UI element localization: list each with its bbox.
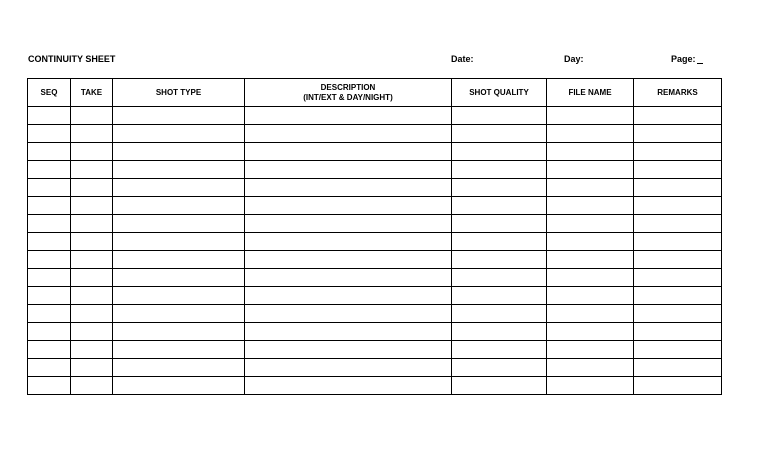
cell-take[interactable] bbox=[71, 251, 113, 269]
cell-file-name[interactable] bbox=[547, 323, 634, 341]
cell-description[interactable] bbox=[245, 269, 452, 287]
cell-take[interactable] bbox=[71, 287, 113, 305]
cell-description[interactable] bbox=[245, 179, 452, 197]
cell-description[interactable] bbox=[245, 161, 452, 179]
cell-shot-type[interactable] bbox=[113, 251, 245, 269]
date-label: Date: bbox=[451, 54, 474, 64]
cell-shot-type[interactable] bbox=[113, 107, 245, 125]
page-field bbox=[671, 54, 703, 64]
table-row bbox=[28, 251, 722, 269]
cell-shot-quality[interactable] bbox=[452, 179, 547, 197]
cell-description[interactable] bbox=[245, 233, 452, 251]
table-row bbox=[28, 377, 722, 395]
cell-description[interactable] bbox=[245, 341, 452, 359]
cell-shot-quality[interactable] bbox=[452, 377, 547, 395]
column-header-seq: SEQ bbox=[28, 79, 71, 107]
cell-description[interactable] bbox=[245, 197, 452, 215]
cell-remarks[interactable] bbox=[634, 233, 722, 251]
cell-take[interactable] bbox=[71, 215, 113, 233]
cell-seq[interactable] bbox=[28, 287, 71, 305]
cell-take[interactable] bbox=[71, 107, 113, 125]
table-row bbox=[28, 341, 722, 359]
cell-description[interactable] bbox=[245, 305, 452, 323]
cell-remarks[interactable] bbox=[634, 197, 722, 215]
table-row bbox=[28, 233, 722, 251]
cell-shot-quality[interactable] bbox=[452, 233, 547, 251]
cell-file-name[interactable] bbox=[547, 197, 634, 215]
cell-shot-type[interactable] bbox=[113, 215, 245, 233]
cell-description[interactable] bbox=[245, 359, 452, 377]
cell-remarks[interactable] bbox=[634, 143, 722, 161]
cell-description[interactable] bbox=[245, 323, 452, 341]
page-label: Page: bbox=[671, 54, 696, 64]
continuity-table bbox=[27, 78, 722, 395]
table-row bbox=[28, 215, 722, 233]
cell-file-name[interactable] bbox=[547, 143, 634, 161]
column-header-shot-type: SHOT TYPE bbox=[113, 79, 245, 107]
cell-file-name[interactable] bbox=[547, 377, 634, 395]
cell-file-name[interactable] bbox=[547, 179, 634, 197]
cell-seq[interactable] bbox=[28, 377, 71, 395]
table-row bbox=[28, 359, 722, 377]
header-row bbox=[28, 79, 722, 107]
description-label: DESCRIPTION bbox=[320, 82, 376, 92]
cell-shot-quality[interactable] bbox=[452, 269, 547, 287]
cell-seq[interactable] bbox=[28, 269, 71, 287]
cell-remarks[interactable] bbox=[634, 125, 722, 143]
table-row bbox=[28, 323, 722, 341]
cell-take[interactable] bbox=[71, 233, 113, 251]
cell-seq[interactable] bbox=[28, 215, 71, 233]
cell-remarks[interactable] bbox=[634, 305, 722, 323]
cell-seq[interactable] bbox=[28, 233, 71, 251]
table-row bbox=[28, 269, 722, 287]
cell-remarks[interactable] bbox=[634, 341, 722, 359]
cell-seq[interactable] bbox=[28, 107, 71, 125]
cell-shot-type[interactable] bbox=[113, 179, 245, 197]
cell-shot-type[interactable] bbox=[113, 161, 245, 179]
cell-file-name[interactable] bbox=[547, 269, 634, 287]
cell-shot-quality[interactable] bbox=[452, 143, 547, 161]
cell-shot-quality[interactable] bbox=[452, 359, 547, 377]
column-header-take: TAKE bbox=[71, 79, 113, 107]
cell-file-name[interactable] bbox=[547, 359, 634, 377]
cell-seq[interactable] bbox=[28, 143, 71, 161]
cell-remarks[interactable] bbox=[634, 287, 722, 305]
column-header-shot-quality: SHOT QUALITY bbox=[452, 79, 547, 107]
table-row bbox=[28, 179, 722, 197]
table-row bbox=[28, 287, 722, 305]
cell-take[interactable] bbox=[71, 359, 113, 377]
cell-shot-quality[interactable] bbox=[452, 197, 547, 215]
cell-description[interactable] bbox=[245, 287, 452, 305]
cell-seq[interactable] bbox=[28, 125, 71, 143]
cell-remarks[interactable] bbox=[634, 323, 722, 341]
cell-seq[interactable] bbox=[28, 323, 71, 341]
cell-take[interactable] bbox=[71, 269, 113, 287]
description-sublabel: (INT/EXT & DAY/NIGHT) bbox=[303, 92, 393, 102]
cell-file-name[interactable] bbox=[547, 305, 634, 323]
cell-take[interactable] bbox=[71, 143, 113, 161]
cell-take[interactable] bbox=[71, 197, 113, 215]
cell-shot-type[interactable] bbox=[113, 377, 245, 395]
cell-take[interactable] bbox=[71, 125, 113, 143]
table-row bbox=[28, 125, 722, 143]
cell-file-name[interactable] bbox=[547, 287, 634, 305]
cell-file-name[interactable] bbox=[547, 107, 634, 125]
table-row bbox=[28, 161, 722, 179]
column-header-description bbox=[245, 79, 452, 107]
cell-remarks[interactable] bbox=[634, 215, 722, 233]
cell-shot-type[interactable] bbox=[113, 359, 245, 377]
cell-shot-type[interactable] bbox=[113, 197, 245, 215]
cell-shot-quality[interactable] bbox=[452, 341, 547, 359]
cell-shot-quality[interactable] bbox=[452, 323, 547, 341]
cell-shot-type[interactable] bbox=[113, 125, 245, 143]
column-header-remarks: REMARKS bbox=[634, 79, 722, 107]
cell-description[interactable] bbox=[245, 215, 452, 233]
cell-shot-quality[interactable] bbox=[452, 161, 547, 179]
cell-shot-quality[interactable] bbox=[452, 305, 547, 323]
cell-seq[interactable] bbox=[28, 251, 71, 269]
cell-shot-quality[interactable] bbox=[452, 125, 547, 143]
cell-file-name[interactable] bbox=[547, 161, 634, 179]
cell-shot-type[interactable] bbox=[113, 233, 245, 251]
cell-shot-quality[interactable] bbox=[452, 215, 547, 233]
cell-shot-type[interactable] bbox=[113, 143, 245, 161]
cell-file-name[interactable] bbox=[547, 215, 634, 233]
cell-description[interactable] bbox=[245, 251, 452, 269]
cell-take[interactable] bbox=[71, 305, 113, 323]
cell-shot-type[interactable] bbox=[113, 323, 245, 341]
cell-remarks[interactable] bbox=[634, 161, 722, 179]
page-number-blank[interactable] bbox=[697, 54, 703, 64]
cell-shot-type[interactable] bbox=[113, 305, 245, 323]
table-row bbox=[28, 107, 722, 125]
cell-remarks[interactable] bbox=[634, 179, 722, 197]
cell-description[interactable] bbox=[245, 125, 452, 143]
cell-seq[interactable] bbox=[28, 179, 71, 197]
cell-remarks[interactable] bbox=[634, 251, 722, 269]
cell-shot-type[interactable] bbox=[113, 269, 245, 287]
table-body bbox=[28, 107, 722, 395]
cell-description[interactable] bbox=[245, 143, 452, 161]
cell-file-name[interactable] bbox=[547, 125, 634, 143]
cell-seq[interactable] bbox=[28, 359, 71, 377]
cell-remarks[interactable] bbox=[634, 107, 722, 125]
cell-shot-quality[interactable] bbox=[452, 107, 547, 125]
cell-take[interactable] bbox=[71, 179, 113, 197]
table-row bbox=[28, 305, 722, 323]
cell-description[interactable] bbox=[245, 107, 452, 125]
column-header-file-name: FILE NAME bbox=[547, 79, 634, 107]
cell-seq[interactable] bbox=[28, 197, 71, 215]
cell-take[interactable] bbox=[71, 341, 113, 359]
sheet-title: CONTINUITY SHEET bbox=[28, 54, 116, 64]
cell-shot-type[interactable] bbox=[113, 341, 245, 359]
cell-shot-type[interactable] bbox=[113, 287, 245, 305]
day-label: Day: bbox=[564, 54, 584, 64]
table-row bbox=[28, 143, 722, 161]
cell-take[interactable] bbox=[71, 323, 113, 341]
cell-shot-quality[interactable] bbox=[452, 251, 547, 269]
cell-file-name[interactable] bbox=[547, 233, 634, 251]
cell-remarks[interactable] bbox=[634, 269, 722, 287]
cell-remarks[interactable] bbox=[634, 359, 722, 377]
cell-file-name[interactable] bbox=[547, 251, 634, 269]
cell-seq[interactable] bbox=[28, 161, 71, 179]
cell-take[interactable] bbox=[71, 161, 113, 179]
cell-file-name[interactable] bbox=[547, 341, 634, 359]
cell-take[interactable] bbox=[71, 377, 113, 395]
cell-description[interactable] bbox=[245, 377, 452, 395]
cell-seq[interactable] bbox=[28, 341, 71, 359]
cell-remarks[interactable] bbox=[634, 377, 722, 395]
cell-shot-quality[interactable] bbox=[452, 287, 547, 305]
table-row bbox=[28, 197, 722, 215]
cell-seq[interactable] bbox=[28, 305, 71, 323]
